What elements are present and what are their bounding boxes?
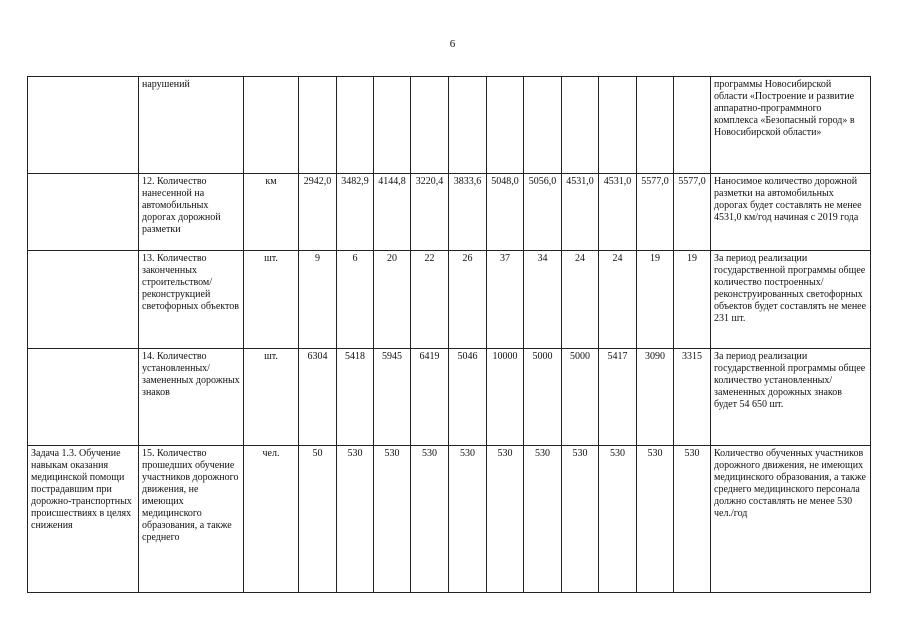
indicators-table — [27, 76, 871, 593]
task-cell — [28, 251, 139, 349]
value-cell: 530 — [674, 446, 711, 593]
value-cell — [299, 77, 337, 174]
value-cell: 5000 — [524, 349, 562, 446]
value-cell: 5000 — [562, 349, 599, 446]
value-cell — [562, 77, 599, 174]
value-cell: 19 — [637, 251, 674, 349]
unit-cell: шт. — [244, 349, 299, 446]
note-cell: Наносимое количество дорожной разметки на автомобильных дорогах будет составлять не менее 4531,0 км/год начиная с 2019 года — [711, 174, 871, 251]
page-number: 6 — [449, 38, 456, 50]
task-cell — [28, 349, 139, 446]
value-cell: 5046 — [449, 349, 487, 446]
value-cell: 20 — [374, 251, 411, 349]
value-cell: 4531,0 — [562, 174, 599, 251]
note-cell: За период реализации государственной программы общее количество установленных/ замененных дорожных знаков будет 54 650 шт. — [711, 349, 871, 446]
indicator-cell: 15. Количество прошедших обучение участников дорожного движения, не имеющих медицинского образования, а также среднего — [139, 446, 244, 593]
value-cell: 530 — [487, 446, 524, 593]
unit-cell: шт. — [244, 251, 299, 349]
value-cell: 3090 — [637, 349, 674, 446]
indicator-cell: 14. Количество установленных/ замененных дорожных знаков — [139, 349, 244, 446]
value-cell: 37 — [487, 251, 524, 349]
value-cell: 24 — [562, 251, 599, 349]
value-cell — [449, 77, 487, 174]
value-cell: 5418 — [337, 349, 374, 446]
table-row — [28, 446, 871, 593]
task-cell: Задача 1.3. Обучение навыкам оказания медицинской помощи пострадавшим при дорожно-транспортных происшествиях в целях снижения — [28, 446, 139, 593]
table-row — [28, 349, 871, 446]
value-cell: 5945 — [374, 349, 411, 446]
indicator-cell: нарушений — [139, 77, 244, 174]
value-cell: 4531,0 — [599, 174, 637, 251]
value-cell: 3220,4 — [411, 174, 449, 251]
unit-cell: чел. — [244, 446, 299, 593]
value-cell: 9 — [299, 251, 337, 349]
value-cell: 530 — [524, 446, 562, 593]
table-row — [28, 251, 871, 349]
value-cell: 50 — [299, 446, 337, 593]
value-cell: 3315 — [674, 349, 711, 446]
value-cell: 2942,0 — [299, 174, 337, 251]
value-cell: 530 — [374, 446, 411, 593]
value-cell: 34 — [524, 251, 562, 349]
value-cell: 530 — [637, 446, 674, 593]
table-row — [28, 77, 871, 174]
value-cell: 6 — [337, 251, 374, 349]
value-cell: 26 — [449, 251, 487, 349]
unit-cell — [244, 77, 299, 174]
value-cell: 3833,6 — [449, 174, 487, 251]
value-cell: 19 — [674, 251, 711, 349]
value-cell — [637, 77, 674, 174]
value-cell: 5048,0 — [487, 174, 524, 251]
note-cell: Количество обученных участников дорожного движения, не имеющих медицинского образования, а также среднего медицинского персонала должно составлять не менее 530 чел./год — [711, 446, 871, 593]
indicator-cell: 13. Количество законченных строительством/ реконструкцией светофорных объектов — [139, 251, 244, 349]
value-cell — [337, 77, 374, 174]
value-cell: 4144,8 — [374, 174, 411, 251]
value-cell — [674, 77, 711, 174]
value-cell — [599, 77, 637, 174]
value-cell — [524, 77, 562, 174]
note-cell: За период реализации государственной программы общее количество построенных/ реконструированных светофорных объектов будет составлять не менее 231 шт. — [711, 251, 871, 349]
value-cell: 5417 — [599, 349, 637, 446]
value-cell: 6304 — [299, 349, 337, 446]
value-cell: 530 — [337, 446, 374, 593]
value-cell: 5056,0 — [524, 174, 562, 251]
indicator-cell: 12. Количество нанесенной на автомобильных дорогах дорожной разметки — [139, 174, 244, 251]
value-cell: 530 — [449, 446, 487, 593]
task-cell — [28, 77, 139, 174]
value-cell: 530 — [411, 446, 449, 593]
value-cell: 22 — [411, 251, 449, 349]
value-cell — [487, 77, 524, 174]
value-cell: 530 — [562, 446, 599, 593]
value-cell: 3482,9 — [337, 174, 374, 251]
value-cell: 10000 — [487, 349, 524, 446]
value-cell: 530 — [599, 446, 637, 593]
value-cell: 6419 — [411, 349, 449, 446]
value-cell: 5577,0 — [637, 174, 674, 251]
value-cell — [374, 77, 411, 174]
table-row — [28, 174, 871, 251]
note-cell: программы Новосибирской области «Построение и развитие аппаратно-программного комплекса «Безопасный город» в Новосибирской области» — [711, 77, 871, 174]
value-cell — [411, 77, 449, 174]
task-cell — [28, 174, 139, 251]
value-cell: 5577,0 — [674, 174, 711, 251]
value-cell: 24 — [599, 251, 637, 349]
unit-cell: км — [244, 174, 299, 251]
